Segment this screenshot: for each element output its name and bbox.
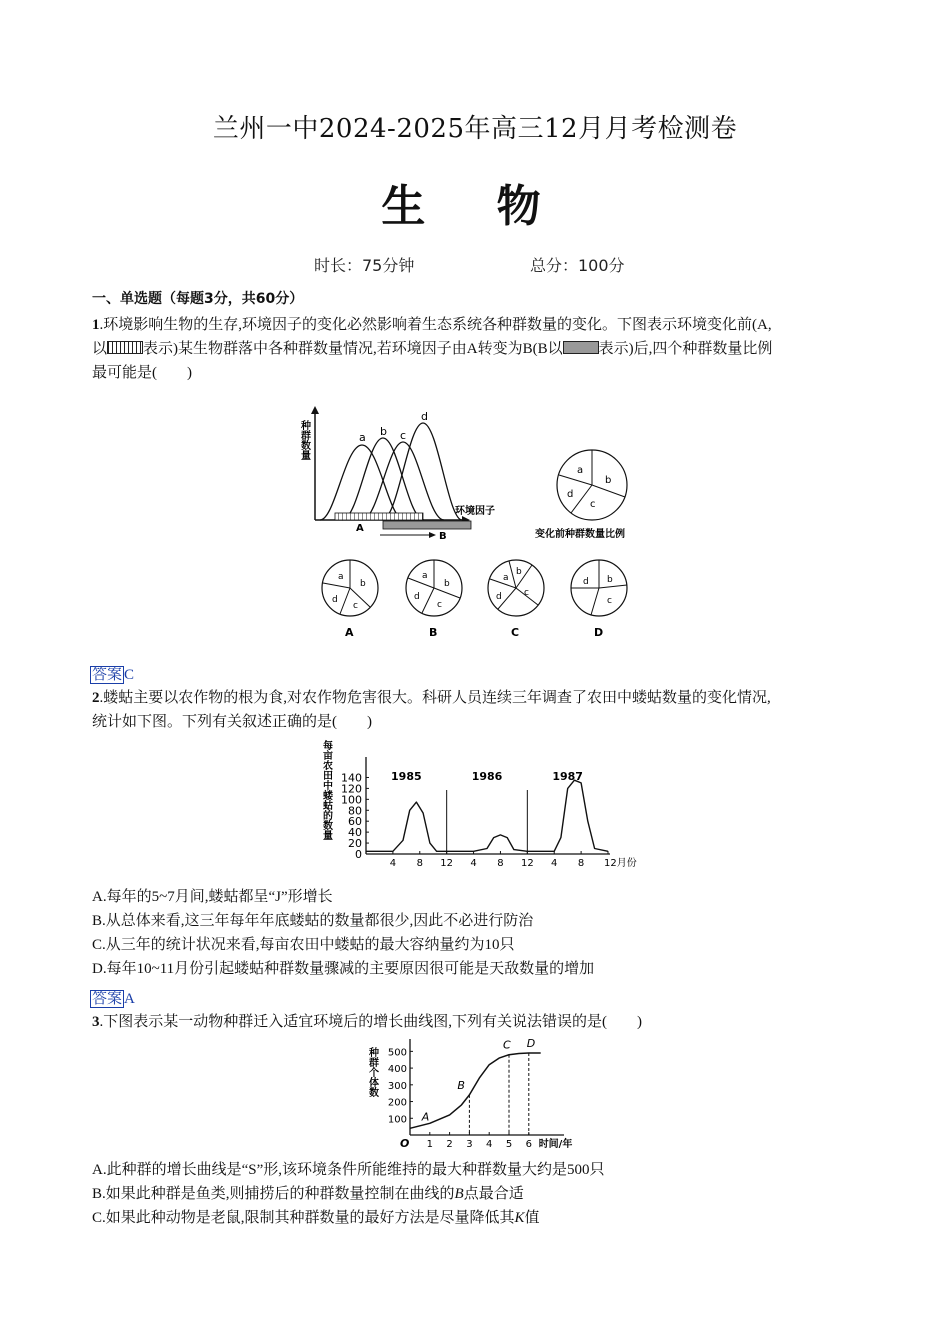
point-label: C [503,1038,511,1052]
x-axis-label: 环境因子 [455,506,495,517]
pie-before [557,450,627,520]
x-tick-label: 8 [497,858,504,869]
y-tick-label: 100 [387,1114,407,1126]
y-tick-label: 500 [387,1047,407,1059]
svg-text:c: c [524,588,529,598]
y-axis-arrow-icon [311,406,319,414]
year-label: 1985 [391,770,422,783]
x-tick-label: 1 [426,1139,433,1150]
option-text: B.如果此种群是鱼类,则捕捞后的种群数量控制在曲线的 [92,1186,455,1202]
point-label: B [457,1078,465,1092]
y-tick-label: 60 [348,815,362,829]
curve-label-c: c [400,429,407,442]
q3-option-a: A.此种群的增长曲线是“S”形,该环境条件所能维持的最大种群数量大约是500只 [92,1162,605,1178]
answer-value: C [124,667,135,683]
question-3 [92,1010,862,1034]
svg-text:b: b [360,579,366,589]
range-label-a: A [356,523,364,534]
answer-value: A [124,991,135,1007]
pie-option-b [406,560,462,616]
italic-symbol: K [514,1210,525,1226]
option-text: 值 [524,1210,540,1226]
x-tick-label: 5 [505,1139,513,1150]
y-tick-label: 120 [341,782,362,796]
q2-answer [90,987,135,1008]
curve-c [362,442,444,520]
exam-title: 兰州一中2024-2025年高三12月月考检测卷 [212,114,738,144]
q2-option-b: B.从总体来看,这三年每年年底蝼蛄的数量都很少,因此不必进行防治 [92,913,534,929]
curve-d [382,423,462,520]
y-tick-label: 300 [387,1080,407,1092]
x-tick-label: 4 [486,1139,493,1150]
x-tick-label: 2 [446,1139,453,1150]
y-axis-label: 种群数量 [298,420,310,460]
question-text: 以 [92,341,108,357]
curve-label-b: b [380,425,387,438]
svg-text:b: b [516,567,522,577]
question-1-line-2 [92,337,862,361]
svg-text:c: c [353,601,358,611]
x-tick-label: 12月份 [604,858,637,869]
svg-text:a: a [503,573,509,583]
transition-arrow-icon [429,532,436,538]
svg-text:d: d [583,577,589,587]
q2-option-d: D.每年10~11月份引起蝼蛄种群数量骤减的主要原因很可能是天敌数量的增加 [92,961,595,977]
y-tick-label: 200 [387,1097,407,1109]
italic-symbol: B [454,1186,464,1202]
x-axis-label: 时间/年 [538,1139,573,1150]
question-text: 表示)某生物群落中各种群数量情况,若环境因子由A转变为B(B以 [143,341,563,357]
option-text: 点最合适 [463,1186,524,1202]
q2-ylabel: 每亩农田中蝼蛄的数量 [320,740,332,840]
x-tick-label: 4 [470,858,477,869]
curve-label-d: d [421,410,428,423]
question-1 [92,313,862,385]
pie-option-d [571,560,627,616]
y-tick-label: 20 [348,837,362,851]
origin-label: O [400,1137,410,1150]
year-label: 1986 [471,770,503,783]
year-label: 1987 [552,770,583,783]
svg-text:d: d [414,592,420,602]
y-tick-label: 140 [341,771,362,785]
x-tick-label: 12 [520,858,534,869]
answer-tag: 答案 [92,991,123,1007]
answer-tag: 答案 [92,667,123,683]
svg-text:b: b [444,579,450,589]
option-label-d: D [594,626,604,639]
svg-text:d: d [332,595,338,605]
x-tick-label: 8 [416,858,423,869]
q2-option-a: A.每年的5~7月间,蝼蛄都呈“J”形增长 [92,889,333,905]
q2-options [92,885,594,981]
curve-label-a: a [359,431,366,444]
range-bar-b [383,521,471,529]
svg-text:b: b [605,475,612,486]
q3-option-b [92,1182,605,1206]
q1-figure [290,400,670,648]
svg-text:c: c [607,596,612,606]
q3-options [92,1158,605,1230]
question-2-line-1 [92,686,862,710]
question-2-line-2: 统计如下图。下列有关叙述正确的是( ) [92,714,372,730]
question-text: .环境影响生物的生存,环境因子的变化必然影响着生态系统各种群数量的变化。下图表示环境变化前(A, [99,317,772,333]
x-tick-label: 6 [525,1139,532,1150]
q3-ylabel: 种群个体数 [366,1047,378,1097]
pie-option-c [488,560,544,616]
svg-text:a: a [338,572,344,582]
exam-duration: 时长：75分钟 [314,256,415,275]
subject-title: 生 物 [381,181,569,232]
x-tick-label: 12 [440,858,454,869]
option-text: C.如果此种动物是老鼠,限制其种群数量的最好方法是尽量降低其 [92,1210,515,1226]
q2-option-c: C.从三年的统计状况来看,每亩农田中蝼蛄的最大容纳量约为10只 [92,937,515,953]
q1-answer [90,663,134,684]
svg-text:a: a [577,465,584,476]
question-number: 2 [92,690,100,706]
x-tick-label: 4 [551,858,558,869]
section-heading: 一、单选题（每题3分，共60分） [92,291,304,307]
y-tick-label: 400 [387,1064,407,1076]
range-label-b: B [439,531,447,542]
exam-total-score: 总分：100分 [530,256,625,275]
option-label-b: B [429,626,438,639]
series-line [366,780,608,851]
point-label: A [421,1110,430,1124]
option-label-a: A [345,626,354,639]
y-tick-label: 40 [348,826,362,840]
question-text: 表示)后,四个种群数量比例 [598,341,773,357]
y-tick-label: 0 [355,848,362,861]
question-1-line-3: 最可能是( ) [92,365,192,381]
svg-text:c: c [590,499,596,510]
svg-text:a: a [422,571,428,581]
svg-text:b: b [607,575,613,585]
pie-before-label: 变化前种群数量比例 [535,529,625,540]
question-text: .下图表示某一动物种群迁入适宜环境后的增长曲线图,下列有关说法错误的是( ) [99,1014,642,1030]
question-number: 1 [92,317,100,333]
y-tick-label: 80 [348,804,362,818]
y-tick-label: 100 [341,793,362,807]
pie-option-a [322,560,378,616]
x-tick-label: 8 [577,858,585,869]
svg-text:c: c [437,600,442,610]
q3-option-c [92,1206,605,1230]
svg-text:d: d [496,592,502,602]
hatched-legend-icon [107,341,143,354]
range-bar-a [335,513,423,520]
q2-chart [318,732,638,870]
q3-chart [368,1035,588,1155]
question-text: .蝼蛄主要以农作物的根为食,对农作物危害很大。科研人员连续三年调查了农田中蝼蛄数量的变化情况, [99,690,771,706]
svg-text:d: d [567,489,574,500]
x-tick-label: 3 [466,1139,473,1150]
point-label: D [526,1037,536,1051]
gray-legend-icon [563,341,599,354]
question-3-line-1 [92,1010,862,1034]
question-number: 3 [92,1014,100,1030]
option-label-c: C [511,626,520,639]
question-1-line-1 [92,313,862,337]
question-2 [92,686,862,734]
x-tick-label: 4 [389,858,397,869]
growth-curve [410,1053,541,1128]
